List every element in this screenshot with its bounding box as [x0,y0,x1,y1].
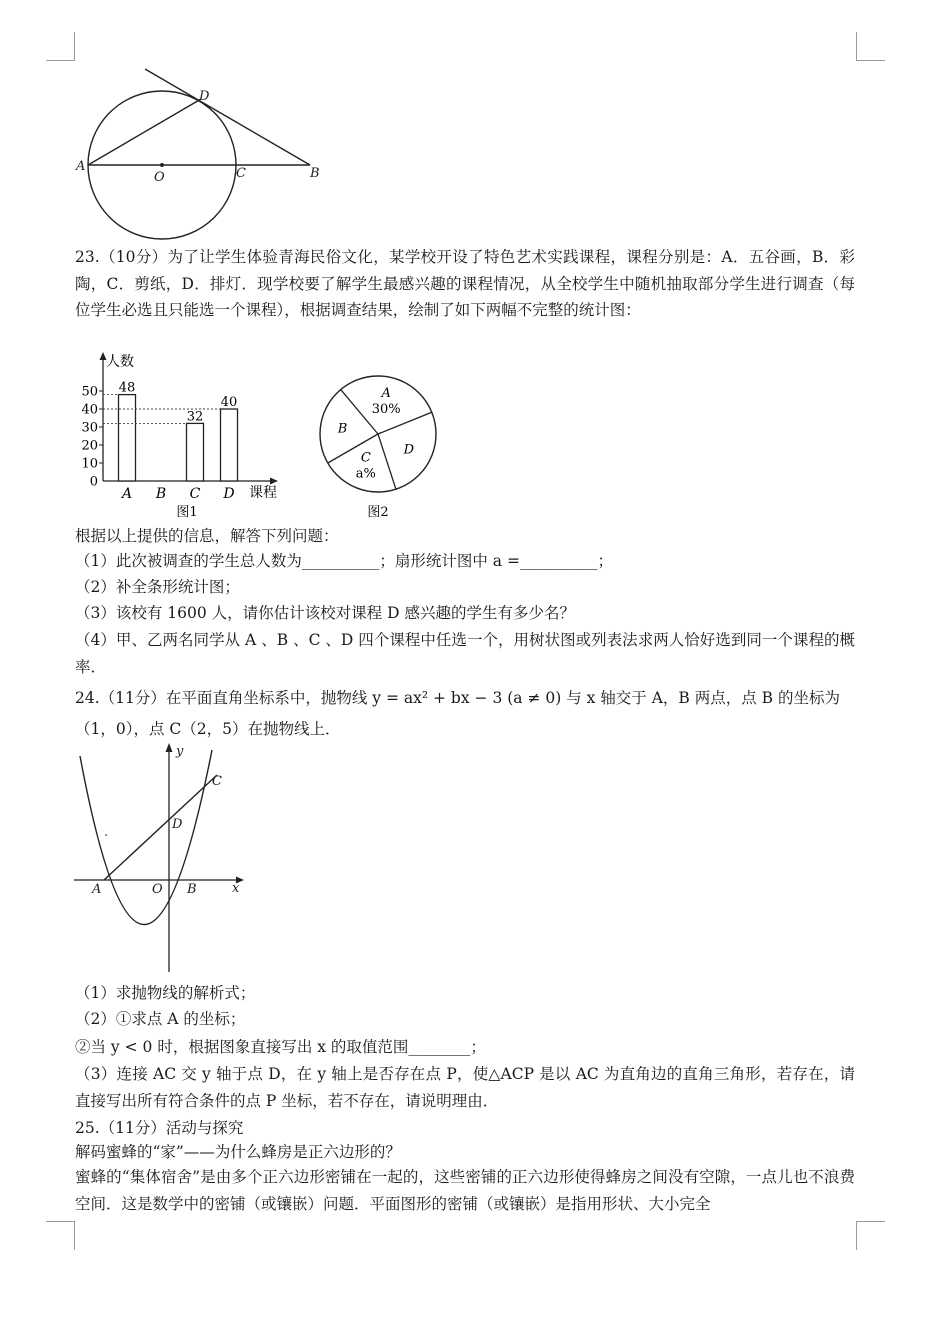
label-c: C [236,166,246,181]
label-o: O [152,882,163,897]
q25-subtitle: 解码蜜蜂的“家”——为什么蜂房是正六边形的？ [75,1143,401,1161]
line-ad [88,99,201,165]
pie-slice-label-c: C [360,450,371,466]
label-d: D [199,89,210,104]
chart-caption: 图2 [367,505,389,520]
bar-chart [75,350,295,522]
q23-intro: 23.（10分）为了让学生体验青海民俗文化，某学校开设了特色艺术实践课程，课程分别是：A．五谷画，B．彩陶，C．剪纸，D．排灯．现学校要了解学生最感兴趣的课程情况，从全校学生中随机抽取部分学生进行调查（每位学生必选且只能选一个课程），根据调查结果，绘制了如下两幅不完整的统计图： [75,248,855,319]
crop-mark-top-right [856,32,885,61]
pie-slice-label-a: A [381,386,391,402]
circle-tangent-figure [70,62,330,244]
label-o: O [154,170,165,185]
crop-mark-bottom-left [46,1221,75,1250]
crop-mark-bottom-right [856,1221,885,1250]
label-b: B [310,166,320,181]
y-tick-label: 40 [81,402,98,418]
q24-intro-line1: 24.（11分）在平面直角坐标系中，抛物线 y = ax² + bx − 3 (a ≠ 0) 与 x 轴交于 A，B 两点，点 B 的坐标为 [75,689,840,707]
y-tick-label: 0 [89,474,98,490]
y-tick-label: 30 [81,420,98,436]
x-category-label: A [121,486,133,502]
label-b: B [187,882,197,897]
parabola-figure [72,740,252,976]
x-axis-arrow [270,478,278,485]
bar-value-label: 32 [186,409,204,425]
q24-intro-line2: （1，0），点 C（2，5）在抛物线上． [75,720,341,738]
label-y: y [176,744,184,759]
parabola-curve [80,750,212,925]
q23-prompt: 根据以上提供的信息，解答下列问题： [75,527,339,545]
q24-part2-sub: ②当 y < 0 时，根据图象直接写出 x 的取值范围________； [75,1038,486,1056]
x-axis-label: 课程 [249,485,277,501]
pie-slice-value-c: a% [355,466,376,482]
y-tick-label: 10 [81,456,98,472]
label-x: x [232,881,240,896]
q24-part2: （2）①求点 A 的坐标； [75,1010,246,1028]
y-axis-arrow [166,743,173,752]
pie-slice-value-a: 30% [371,402,401,418]
label-d: D [172,817,183,832]
y-tick-label: 50 [81,384,98,400]
x-category-label: B [155,486,167,502]
label-a: A [76,159,86,174]
q25-title: 25.（11分）活动与探究 [75,1119,244,1137]
bar-a [119,395,136,481]
pie-slice-label-b: B [337,421,348,437]
crop-mark-top-left [46,32,75,61]
label-c: C [212,774,222,789]
bar-d [221,409,238,481]
bar-c [187,423,204,481]
label-a: A [92,882,102,897]
q24-part1: （1）求抛物线的解析式； [75,984,256,1002]
chart-caption: 图1 [176,505,198,520]
bar-value-label: 48 [118,380,136,396]
q24-part3: （3）连接 AC 交 y 轴于点 D，在 y 轴上是否存在点 P，使△ACP 是以 AC 为直角边的直角三角形，若存在，请直接写出所有符合条件的点 P 坐标，若不存在，请说明理由． [75,1065,855,1110]
q25-body: 蜜蜂的“集体宿舍”是由多个正六边形密铺在一起的，这些密铺的正六边形使得蜂房之间没有空隙，一点儿也不浪费空间．这是数学中的密铺（或镶嵌）问题．平面图形的密铺（或镶嵌）是指用形状、大小完全 [75,1168,855,1213]
y-tick-label: 20 [81,438,98,454]
pie-slice-label-d: D [403,442,415,458]
x-category-label: C [189,486,201,502]
q23-part2: （2）补全条形统计图； [75,578,240,596]
q23-part3: （3）该校有 1600 人，请你估计该校对课程 D 感兴趣的学生有多少名？ [75,604,575,622]
x-category-label: D [223,486,235,502]
bar-value-label: 40 [220,395,238,410]
line-ac [104,775,217,880]
q23-part1: （1）此次被调查的学生总人数为__________；扇形统计图中 a =__________； [75,552,613,570]
center-dot [160,163,164,167]
pie-chart [310,368,450,522]
q23-part4: （4）甲、乙两名同学从 A 、B 、C 、D 四个课程中任选一个，用树状图或列表法求两人恰好选到同一个课程的概率． [75,631,855,676]
stray-dot [105,834,107,836]
y-axis-label: 人数 [106,354,134,370]
